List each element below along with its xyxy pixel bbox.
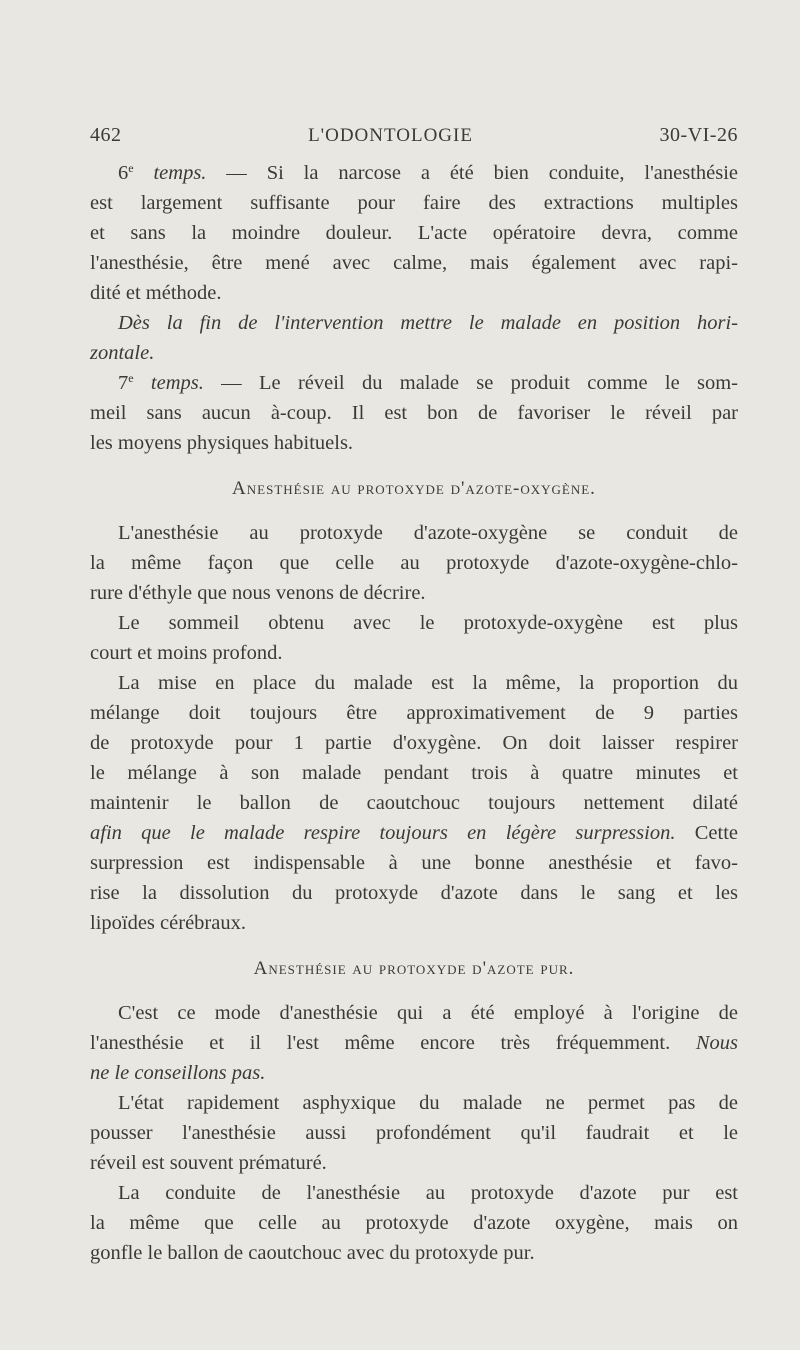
paragraph-line: surpression est indispensable à une bonne anesthésie et favo- bbox=[90, 852, 738, 874]
issue-date: 30-VI-26 bbox=[659, 124, 738, 146]
paragraph-line: Dès la fin de l'intervention mettre le malade en position hori- bbox=[118, 312, 738, 334]
journal-title: L'ODONTOLOGIE bbox=[308, 125, 473, 146]
paragraph-line: de protoxyde pour 1 partie d'oxygène. On doit laisser respirer bbox=[90, 732, 738, 754]
paragraph-line: ne le conseillons pas. bbox=[90, 1062, 266, 1084]
paragraph-line: et sans la moindre douleur. L'acte opératoire devra, comme bbox=[90, 222, 738, 244]
paragraph-line: les moyens physiques habituels. bbox=[90, 432, 354, 454]
paragraph-line: L'état rapidement asphyxique du malade ne permet pas de bbox=[118, 1092, 738, 1114]
paragraph-line: la même façon que celle au protoxyde d'azote-oxygène-chlo- bbox=[90, 552, 738, 574]
paragraph-line: lipoïdes cérébraux. bbox=[90, 912, 246, 934]
page-number: 462 bbox=[90, 124, 122, 146]
section-heading: Anesthésie au protoxyde d'azote pur. bbox=[253, 958, 575, 979]
paragraph-line: La conduite de l'anesthésie au protoxyde d'azote pur est bbox=[118, 1182, 738, 1204]
paragraph-line: 7e temps. — Le réveil du malade se produit comme le som- bbox=[118, 371, 739, 394]
paragraph-line: La mise en place du malade est la même, la proportion du bbox=[118, 672, 738, 694]
paragraph-line: rure d'éthyle que nous venons de décrire. bbox=[90, 582, 426, 604]
section-heading: Anesthésie au protoxyde d'azote-oxygène. bbox=[232, 478, 596, 499]
paragraph-line: l'anesthésie, être mené avec calme, mais également avec rapi- bbox=[90, 252, 738, 274]
paragraph-line: réveil est souvent prématuré. bbox=[90, 1152, 327, 1174]
paragraph-line: zontale. bbox=[90, 342, 155, 364]
paragraph-line: Le sommeil obtenu avec le protoxyde-oxygène est plus bbox=[118, 612, 738, 634]
paragraph-line: meil sans aucun à-coup. Il est bon de favoriser le réveil par bbox=[90, 402, 738, 424]
paragraph-line: mélange doit toujours être approximativement de 9 parties bbox=[90, 702, 738, 724]
paragraph-line: rise la dissolution du protoxyde d'azote dans le sang et les bbox=[90, 882, 738, 904]
paragraph-line: maintenir le ballon de caoutchouc toujours nettement dilaté bbox=[90, 792, 738, 814]
paragraph-line: court et moins profond. bbox=[90, 642, 283, 664]
paragraph-line: dité et méthode. bbox=[90, 282, 222, 304]
paragraph-line: afin que le malade respire toujours en légère surpression. Cette bbox=[90, 822, 738, 844]
paragraph-line: le mélange à son malade pendant trois à quatre minutes et bbox=[90, 762, 738, 784]
running-header bbox=[90, 124, 738, 147]
body-text bbox=[90, 158, 738, 1268]
paragraph-line: 6e temps. — Si la narcose a été bien conduite, l'anesthésie bbox=[118, 161, 739, 184]
paragraph-line: L'anesthésie au protoxyde d'azote-oxygène se conduit de bbox=[118, 522, 738, 544]
paragraph-line: gonfle le ballon de caoutchouc avec du protoxyde pur. bbox=[90, 1242, 535, 1264]
paragraph-line: pousser l'anesthésie aussi profondément qu'il faudrait et le bbox=[90, 1122, 738, 1144]
paragraph-line: la même que celle au protoxyde d'azote oxygène, mais on bbox=[90, 1212, 738, 1234]
paragraph-line: C'est ce mode d'anesthésie qui a été employé à l'origine de bbox=[118, 1002, 738, 1024]
paragraph-line: l'anesthésie et il l'est même encore très fréquemment. Nous bbox=[90, 1032, 738, 1054]
paragraph-line: est largement suffisante pour faire des extractions multiples bbox=[90, 192, 738, 214]
